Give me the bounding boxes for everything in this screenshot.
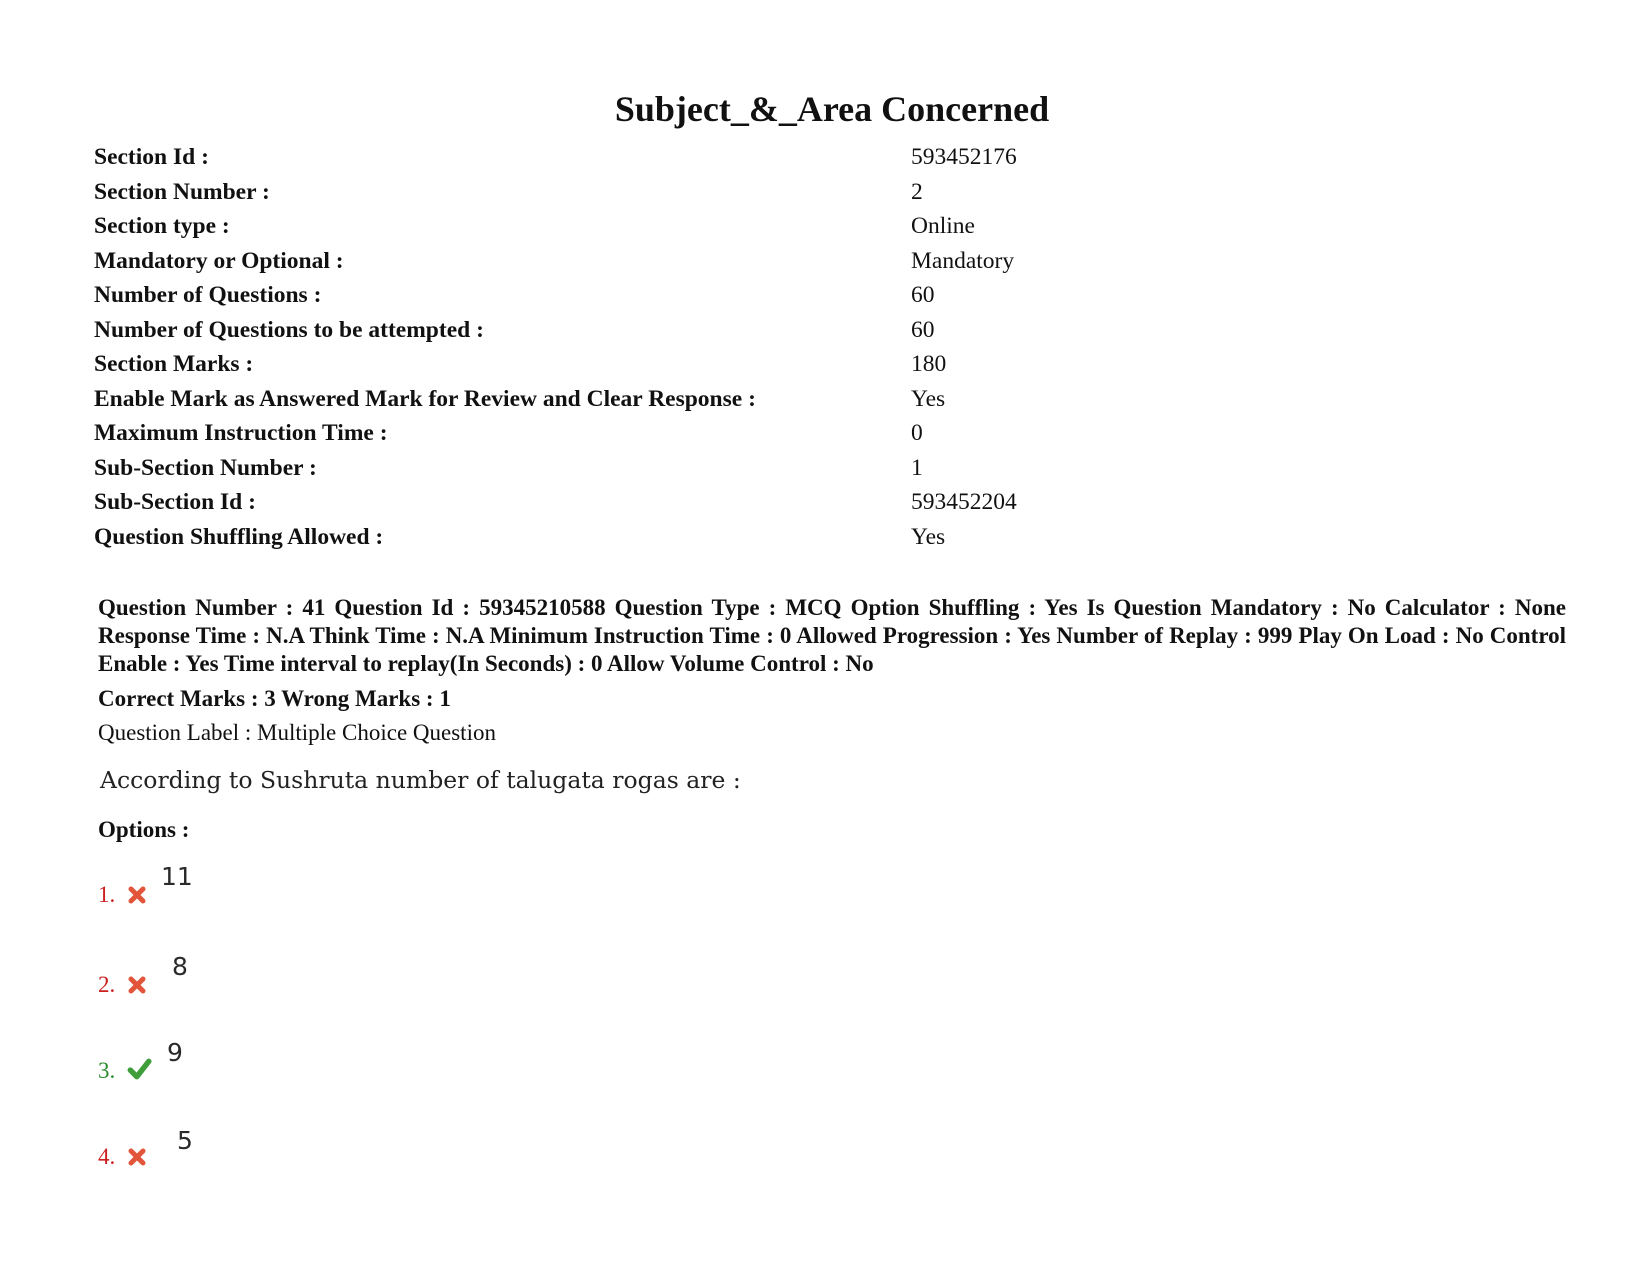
option-text: 9 bbox=[167, 1038, 183, 1067]
info-value: 593452176 bbox=[911, 144, 1017, 170]
info-label: Section type : bbox=[94, 213, 230, 239]
info-value: 60 bbox=[911, 282, 935, 308]
option-text: 8 bbox=[172, 952, 188, 981]
info-value: 0 bbox=[911, 420, 923, 446]
info-label: Section Id : bbox=[94, 144, 209, 170]
question-label: Question Label : Multiple Choice Question bbox=[98, 720, 496, 745]
info-label: Sub-Section Number : bbox=[94, 454, 317, 481]
question-marks: Correct Marks : 3 Wrong Marks : 1 bbox=[98, 686, 451, 711]
option-text: 5 bbox=[177, 1126, 193, 1155]
info-label: Section Marks : bbox=[94, 351, 254, 377]
info-value: 593452204 bbox=[911, 489, 1017, 515]
info-label: Enable Mark as Answered Mark for Review and Clear Response : bbox=[94, 385, 756, 412]
info-value: 60 bbox=[911, 316, 935, 343]
info-label: Section Number : bbox=[94, 178, 270, 205]
option-number: 1. bbox=[98, 882, 116, 907]
option-number: 2. bbox=[98, 972, 116, 997]
cross-icon bbox=[126, 884, 148, 906]
info-label: Maximum Instruction Time : bbox=[94, 420, 388, 446]
info-label: Sub-Section Id : bbox=[94, 489, 256, 515]
question-meta: Question Number : 41 Question Id : 59345210588 Question Type : MCQ Option Shuffling : Yes Is Question Mandatory : No Calculator : None Response Time : N.A Think Time : N.A Minimum Instruction Time : 0 Allowed Progression : Yes Number of Replay : 999 Play On Load : No Control Enable : Yes Time interval to replay(In Seconds) : 0 Allow Volume Control : No bbox=[98, 595, 1566, 676]
info-label: Mandatory or Optional : bbox=[94, 247, 344, 274]
info-value: 180 bbox=[911, 351, 947, 377]
info-label: Number of Questions : bbox=[94, 282, 322, 308]
check-icon bbox=[126, 1057, 152, 1081]
option-number: 4. bbox=[98, 1144, 116, 1169]
options-heading: Options : bbox=[98, 817, 190, 842]
info-value: Mandatory bbox=[911, 247, 1015, 274]
cross-icon bbox=[126, 1146, 148, 1168]
cross-icon bbox=[126, 974, 148, 996]
info-value: 1 bbox=[911, 454, 923, 481]
info-value: Online bbox=[911, 213, 975, 239]
option-number: 3. bbox=[98, 1058, 116, 1083]
info-value: 2 bbox=[911, 178, 923, 205]
page-title: Subject_&_Area Concerned bbox=[614, 89, 1050, 129]
question-text: According to Sushruta number of talugata rogas are : bbox=[100, 766, 741, 794]
option-text: 11 bbox=[161, 862, 193, 891]
info-label: Question Shuffling Allowed : bbox=[94, 523, 384, 550]
info-value: Yes bbox=[911, 523, 946, 550]
info-value: Yes bbox=[911, 385, 946, 412]
info-label: Number of Questions to be attempted : bbox=[94, 316, 484, 343]
